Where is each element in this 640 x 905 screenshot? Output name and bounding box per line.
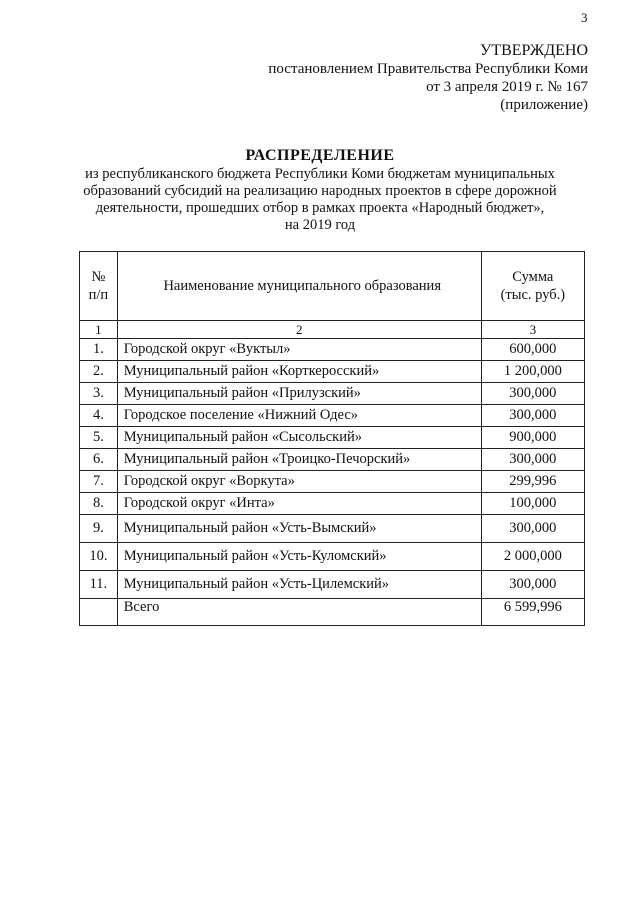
row-number: 10. — [80, 543, 118, 571]
row-number: 9. — [80, 515, 118, 543]
row-number: 3. — [80, 383, 118, 405]
row-name: Муниципальный район «Корткеросский» — [117, 361, 481, 383]
row-number: 4. — [80, 405, 118, 427]
row-sum: 100,000 — [481, 493, 584, 515]
column-index: 2 — [117, 321, 481, 339]
row-sum: 300,000 — [481, 449, 584, 471]
row-number: 7. — [80, 471, 118, 493]
header-sum — [481, 252, 584, 321]
column-index: 3 — [481, 321, 584, 339]
row-sum: 300,000 — [481, 515, 584, 543]
row-name: Городской округ «Инта» — [117, 493, 481, 515]
table-header-row — [80, 252, 585, 321]
approval-line-2: от 3 апреля 2019 г. № 167 — [426, 79, 588, 95]
row-name: Муниципальный район «Сысольский» — [117, 427, 481, 449]
column-index: 1 — [80, 321, 118, 339]
column-index-row — [80, 321, 585, 339]
table-row — [80, 493, 585, 515]
approval-line-1: постановлением Правительства Республики Коми — [268, 61, 588, 77]
table-row — [80, 361, 585, 383]
header-number-line-2: п/п — [88, 287, 109, 303]
row-sum: 600,000 — [481, 339, 584, 361]
header-sum-line-2: (тыс. руб.) — [500, 287, 566, 303]
row-name: Муниципальный район «Прилузский» — [117, 383, 481, 405]
row-name: Городской округ «Вуктыл» — [117, 339, 481, 361]
table-row — [80, 383, 585, 405]
total-sum: 6 599,996 — [481, 599, 584, 626]
header-number-line-1: № — [91, 269, 106, 285]
approval-title: УТВЕРЖДЕНО — [479, 42, 588, 59]
document-heading — [0, 146, 640, 234]
row-sum: 2 000,000 — [481, 543, 584, 571]
approval-line-3: (приложение) — [500, 97, 588, 113]
row-number: 6. — [80, 449, 118, 471]
total-row — [80, 599, 585, 626]
row-sum: 900,000 — [481, 427, 584, 449]
table-row — [80, 571, 585, 599]
row-name: Муниципальный район «Троицко-Печорский» — [117, 449, 481, 471]
row-sum: 300,000 — [481, 405, 584, 427]
table-row — [80, 543, 585, 571]
header-sum-line-1: Сумма — [512, 269, 554, 285]
row-number: 1. — [80, 339, 118, 361]
row-name: Муниципальный район «Усть-Вымский» — [117, 515, 481, 543]
heading-line-2: образований субсидий на реализацию народных проектов в сфере дорожной — [83, 183, 557, 199]
row-sum: 1 200,000 — [481, 361, 584, 383]
total-label: Всего — [117, 599, 481, 626]
table-row — [80, 339, 585, 361]
document-title: РАСПРЕДЕЛЕНИЕ — [245, 147, 395, 164]
table-row — [80, 515, 585, 543]
row-name: Городской округ «Воркута» — [117, 471, 481, 493]
row-name: Муниципальный район «Усть-Куломский» — [117, 543, 481, 571]
distribution-table — [79, 251, 585, 626]
table-row — [80, 449, 585, 471]
row-number: 8. — [80, 493, 118, 515]
table-row — [80, 405, 585, 427]
header-name: Наименование муниципального образования — [117, 252, 481, 321]
row-number: 5. — [80, 427, 118, 449]
heading-line-4: на 2019 год — [284, 217, 356, 233]
table-row — [80, 427, 585, 449]
header-number — [80, 252, 118, 321]
row-number: 11. — [80, 571, 118, 599]
approval-stamp — [268, 42, 588, 114]
row-sum: 299,996 — [481, 471, 584, 493]
heading-line-3: деятельности, прошедших отбор в рамках проекта «Народный бюджет», — [95, 200, 545, 216]
page-number: 3 — [581, 10, 588, 25]
row-sum: 300,000 — [481, 383, 584, 405]
row-sum: 300,000 — [481, 571, 584, 599]
row-name: Муниципальный район «Усть-Цилемский» — [117, 571, 481, 599]
row-number: 2. — [80, 361, 118, 383]
table-row — [80, 471, 585, 493]
row-name: Городское поселение «Нижний Одес» — [117, 405, 481, 427]
heading-line-1: из республиканского бюджета Республики Коми бюджетам муниципальных — [85, 166, 555, 182]
total-number-cell — [80, 599, 118, 626]
